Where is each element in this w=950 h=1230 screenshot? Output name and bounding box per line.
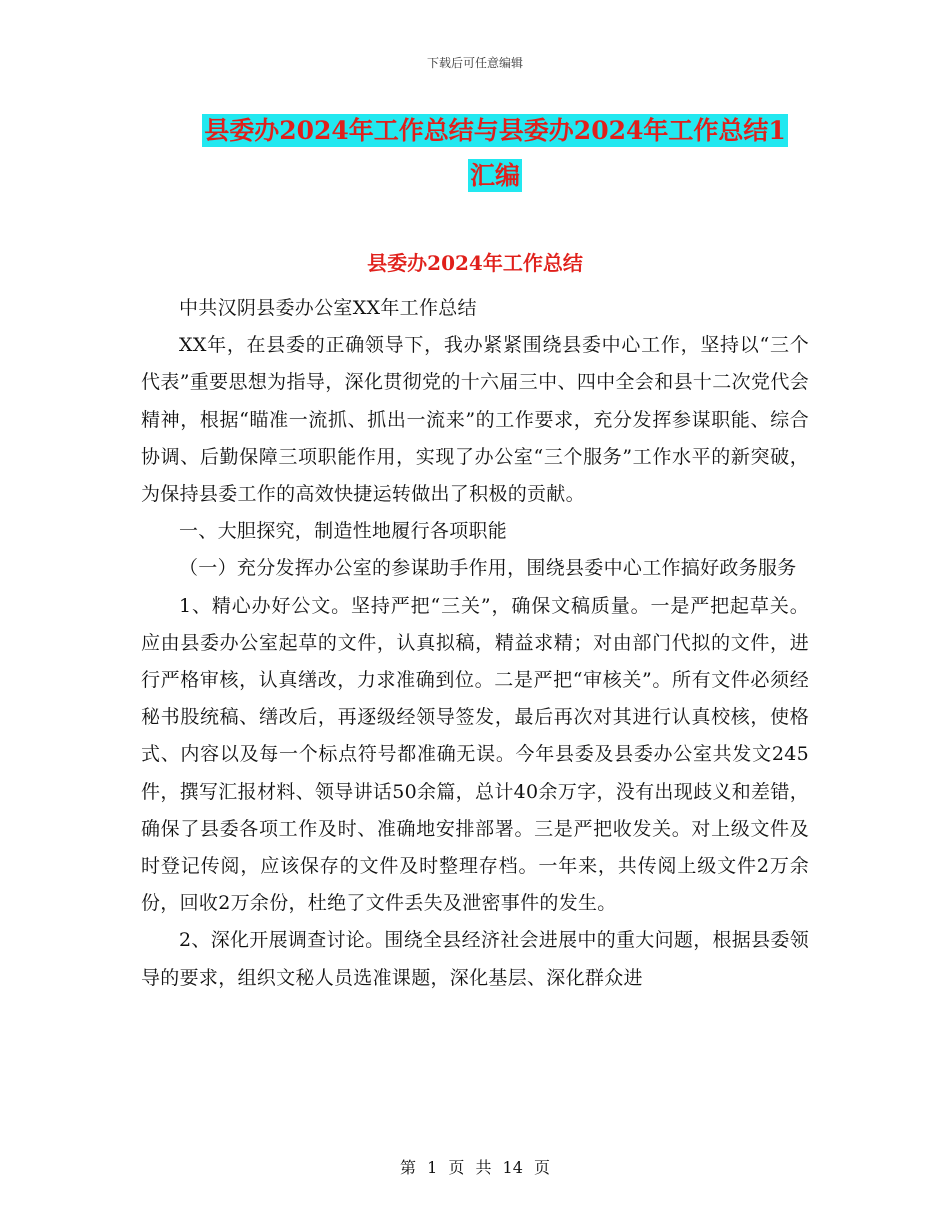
document-title <box>150 108 840 198</box>
paragraph-item-1: 1、精心办好公文。坚持严把“三关”，确保文稿质量。一是严把起草关。应由县委办公室起草的文件，认真拟稿，精益求精；对由部门代拟的文件，进行严格审核，认真缮改，力求准确到位。二是严把“审核关”。所有文件必须经秘书股统稿、缮改后，再逐级经领导签发，最后再次对其进行认真校核，使格式、内容以及每一个标点符号都准确无误。今年县委及县委办公室共发文245件，撰写汇报材料、领导讲话50余篇，总计40余万字，没有出现歧义和差错，确保了县委各项工作及时、准确地安排部署。三是严把收发关。对上级文件及时登记传阅，应该保存的文件及时整理存档。一年来，共传阅上级文件2万余份，回收2万余份，杜绝了文件丢失及泄密事件的发生。 <box>141 594 809 915</box>
paragraph-subheading-1: （一）充分发挥办公室的参谋助手作用，围绕县委中心工作搞好政务服务 <box>179 557 797 580</box>
paragraph-heading-1: 一、大胆探究，制造性地履行各项职能 <box>179 520 508 543</box>
document-body <box>141 290 809 997</box>
header-note: 下载后可任意编辑 <box>426 56 523 70</box>
paragraph-subtitle: 中共汉阴县委办公室XX年工作总结 <box>179 297 477 319</box>
document-title-line-1: 县委办2024年工作总结与县委办2024年工作总结1 <box>204 116 786 145</box>
paragraph-item-2: 2、深化开展调查讨论。围绕全县经济社会进展中的重大问题，根据县委领导的要求，组织文秘人员选准课题，深化基层、深化群众进 <box>141 929 809 989</box>
section-title: 县委办2024年工作总结 <box>367 251 583 275</box>
document-title-line-2: 汇编 <box>469 161 520 190</box>
page-footer: 第 1 页 共 14 页 <box>400 1158 550 1177</box>
paragraph-intro: XX年，在县委的正确领导下，我办紧紧围绕县委中心工作，坚持以“三个代表”重要思想为指导，深化贯彻党的十六届三中、四中全会和县十二次党代会精神，根据“瞄准一流抓、抓出一流来”的工作要求，充分发挥参谋职能、综合协调、后勤保障三项职能作用，实现了办公室“三个服务”工作水平的新突破，为保持县委工作的高效快捷运转做出了积极的贡献。 <box>141 334 809 506</box>
